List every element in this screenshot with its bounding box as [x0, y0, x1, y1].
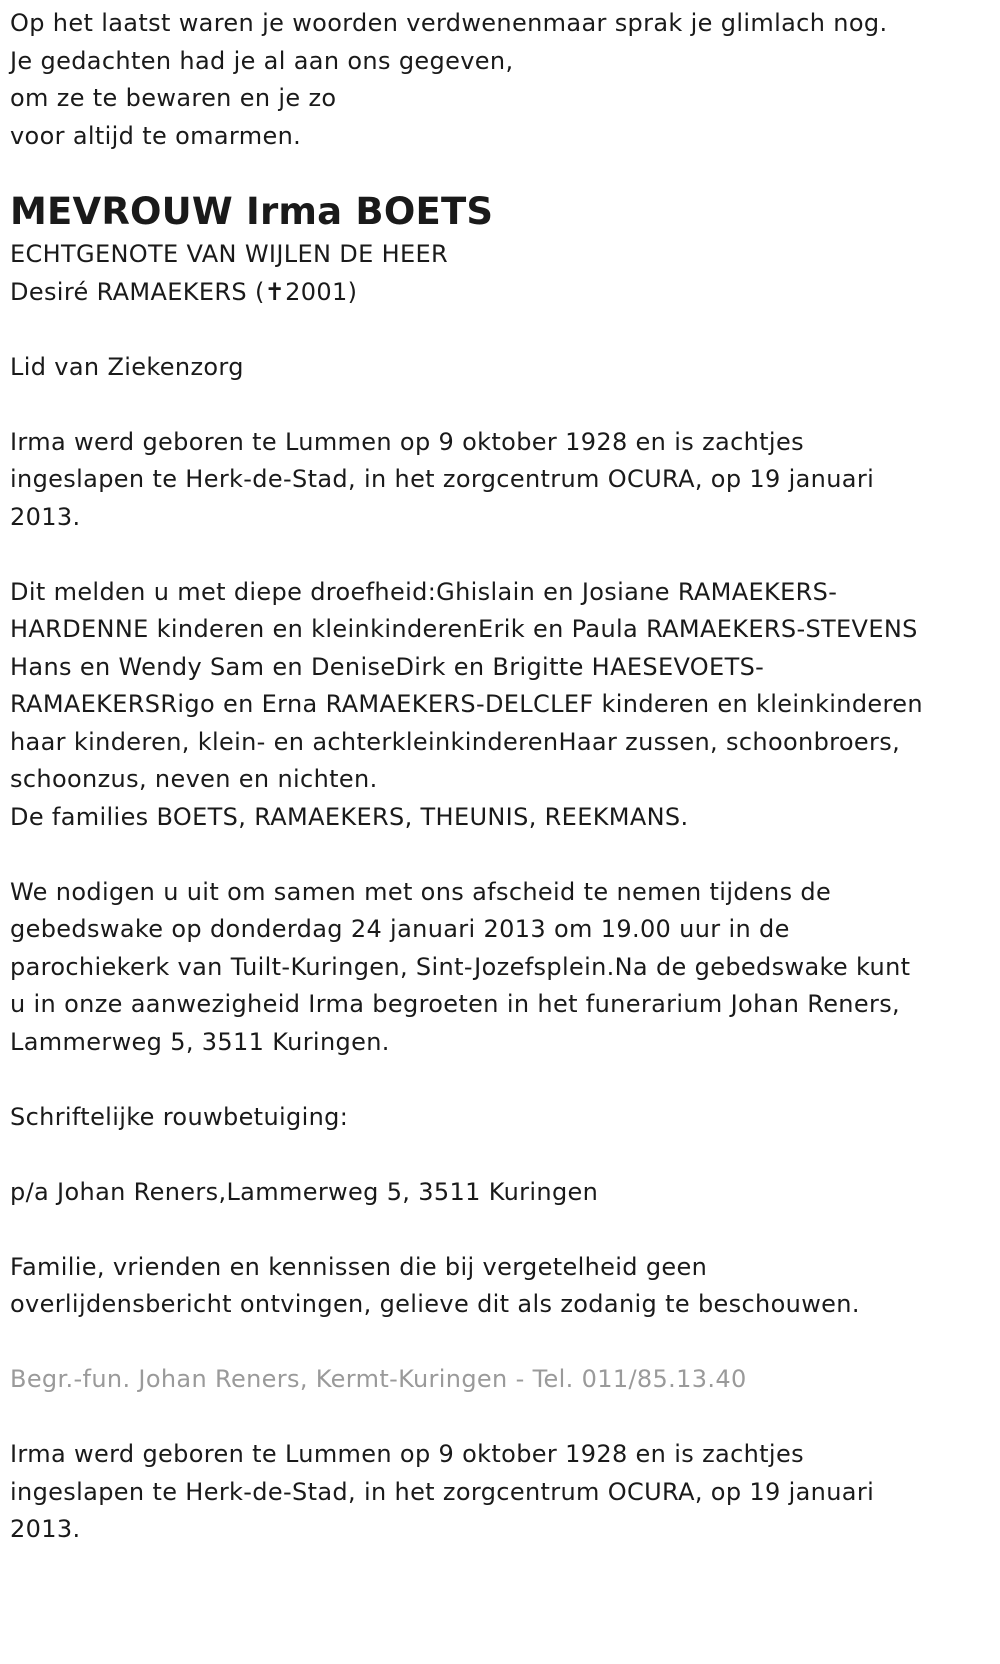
- deceased-name: MEVROUW Irma BOETS: [10, 190, 494, 233]
- paragraph-line: RAMAEKERSRigo en Erna RAMAEKERS-DELCLEF kinderen en kleinkinderen: [10, 690, 923, 718]
- poem-line: Je gedachten had je al aan ons gegeven,: [10, 46, 514, 75]
- paragraph-line: ingeslapen te Herk-de-Stad, in het zorgcentrum OCURA, op 19 januari: [10, 1477, 875, 1506]
- spacer: [10, 1061, 995, 1099]
- poem: [10, 5, 995, 155]
- spacer: [10, 1211, 995, 1249]
- paragraph-line: Irma werd geboren te Lummen op 9 oktober 1928 en is zachtjes: [10, 427, 804, 456]
- paragraph-line: HARDENNE kinderen en kleinkinderenErik en Paula RAMAEKERS-STEVENS: [10, 615, 918, 643]
- invitation-paragraph: [10, 874, 995, 1062]
- paragraph-line: schoonzus, neven en nichten.: [10, 765, 378, 793]
- mourners-paragraph: [10, 574, 995, 837]
- paragraph-line: overlijdensbericht ontvingen, gelieve dit als zodanig te beschouwen.: [10, 1290, 860, 1318]
- paragraph-line: haar kinderen, klein- en achterkleinkinderenHaar zussen, schoonbroers,: [10, 727, 901, 756]
- spacer: [10, 311, 995, 349]
- poem-line: Op het laatst waren je woorden verdwenenmaar sprak je glimlach nog.: [10, 9, 888, 37]
- spacer: [10, 1324, 995, 1362]
- spacer: [10, 836, 995, 874]
- paragraph-line: u in onze aanwezigheid Irma begroeten in het funerarium Johan Reners,: [10, 990, 901, 1018]
- paragraph-line: Irma werd geboren te Lummen op 9 oktober 1928 en is zachtjes: [10, 1440, 804, 1468]
- funeral-home-credit: Begr.-fun. Johan Reners, Kermt-Kuringen - Tel. 011/85.13.40: [10, 1365, 747, 1393]
- poem-line: om ze te bewaren en je zo: [10, 84, 337, 112]
- spacer: [10, 1136, 995, 1174]
- paragraph-line: parochiekerk van Tuilt-Kuringen, Sint-Jozefsplein.Na de gebedswake kunt: [10, 952, 911, 981]
- paragraph-line: 2013.: [10, 1515, 81, 1543]
- poem-line: voor altijd te omarmen.: [10, 121, 302, 150]
- spacer: [10, 1399, 995, 1437]
- spouse-line: ECHTGENOTE VAN WIJLEN DE HEER: [10, 240, 449, 268]
- condolence-address: p/a Johan Reners,Lammerweg 5, 3511 Kuringen: [10, 1177, 599, 1206]
- paragraph-line: Familie, vrienden en kennissen die bij vergetelheid geen: [10, 1252, 708, 1281]
- paragraph-line: De families BOETS, RAMAEKERS, THEUNIS, REEKMANS.: [10, 802, 689, 831]
- paragraph-line: Dit melden u met diepe droefheid:Ghislain en Josiane RAMAEKERS-: [10, 577, 838, 606]
- spouse-name: Desiré RAMAEKERS (✝2001): [10, 277, 358, 306]
- paragraph-line: We nodigen u uit om samen met ons afscheid te nemen tijdens de: [10, 877, 832, 906]
- birth-death-paragraph: [10, 424, 995, 537]
- spacer: [10, 386, 995, 424]
- membership: Lid van Ziekenzorg: [10, 352, 244, 381]
- notice-paragraph: [10, 1249, 995, 1324]
- paragraph-line: Hans en Wendy Sam en DeniseDirk en Brigitte HAESEVOETS-: [10, 652, 765, 681]
- paragraph-line: 2013.: [10, 502, 81, 531]
- paragraph-line: gebedswake op donderdag 24 januari 2013 om 19.00 uur in de: [10, 915, 790, 943]
- paragraph-line: ingeslapen te Herk-de-Stad, in het zorgcentrum OCURA, op 19 januari: [10, 465, 875, 493]
- obituary-document: [10, 0, 995, 1549]
- birth-death-paragraph-repeat: [10, 1436, 995, 1549]
- spacer: [10, 536, 995, 574]
- paragraph-line: Lammerweg 5, 3511 Kuringen.: [10, 1027, 390, 1056]
- condolence-label: Schriftelijke rouwbetuiging:: [10, 1102, 349, 1131]
